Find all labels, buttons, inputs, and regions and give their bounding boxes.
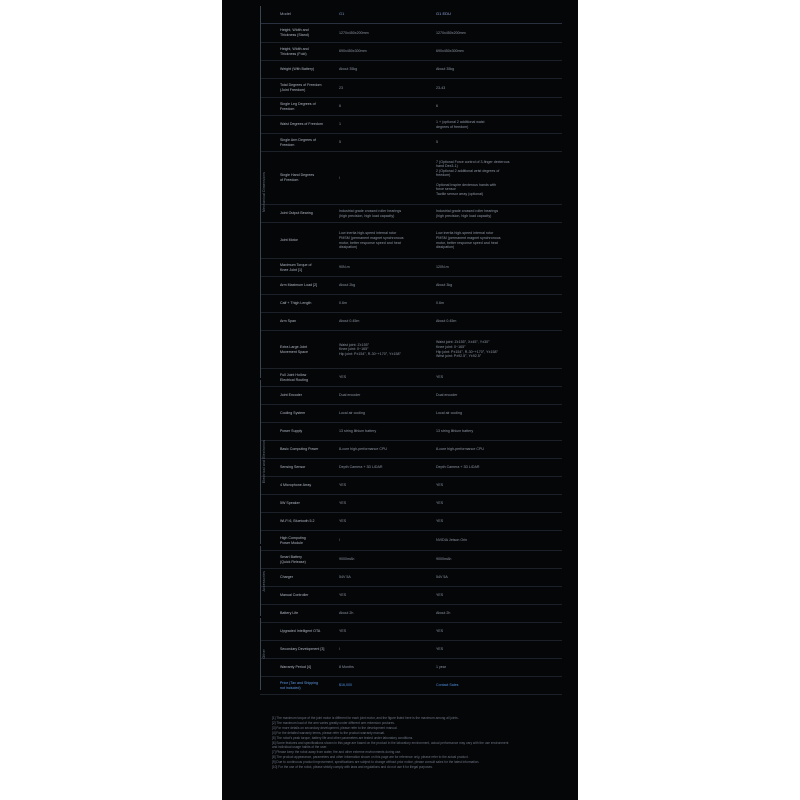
row-value-g1: 5	[339, 140, 341, 145]
row-value-g1: $16,000	[339, 683, 352, 688]
row-value-g1: /	[339, 538, 340, 543]
row-label: Joint Output Bearing	[280, 211, 313, 216]
row-label: High Computing Power Module	[280, 535, 306, 545]
row-label: Weight (With Battery)	[280, 67, 315, 72]
row-value-g1-edu: Depth Camera + 3D LiDAR	[436, 465, 480, 470]
row-value-g1-edu: Low inertia high-speed internal rotor PMSM (permanent magnet synchronous motor, better response speed and heat dissipation)	[436, 231, 501, 250]
row-value-g1-edu: 690x450x300mm	[436, 49, 464, 54]
row-value-g1-edu: YES	[436, 629, 444, 634]
row-label: Full Joint Hollow Electrical Routing	[280, 372, 308, 382]
spec-panel	[222, 0, 578, 800]
row-label: Charger	[280, 575, 293, 580]
row-value-g1-edu: Local air cooling	[436, 411, 462, 416]
row-value-g1-edu: 54V 5A	[436, 575, 448, 580]
category-label-accessories: Accessories	[262, 570, 266, 592]
row-label: Height, Width and Thickness (Fold)	[280, 46, 309, 56]
table-row	[260, 623, 562, 641]
row-value-g1: Depth Camera + 3D LiDAR	[339, 465, 383, 470]
table-row	[260, 313, 562, 331]
table-row	[260, 641, 562, 659]
row-label: Wi-Fi 6, Bluetooth 5.2	[280, 519, 315, 524]
row-value-g1-edu: 8-core high-performance CPU	[436, 447, 484, 452]
row-value-g1-edu: About 3kg	[436, 283, 453, 288]
row-label: Maximum Torque of Knee Joint [1]	[280, 262, 312, 272]
row-value-g1-edu: 1270x450x200mm	[436, 30, 466, 35]
row-value-g1-edu: About 0.45m	[436, 319, 457, 324]
row-value-g1: YES	[339, 593, 347, 598]
row-value-g1: /	[339, 175, 340, 180]
table-row	[260, 24, 562, 43]
row-value-g1: About 35kg	[339, 67, 358, 72]
table-row	[260, 441, 562, 459]
row-label: Waist Degrees of Freedom	[280, 122, 323, 127]
footnote: [6] Some features and specifications shown in this page are based on the product in the laboratory environment, actual performance may vary with the use environment	[272, 740, 509, 745]
table-header-row	[260, 6, 562, 24]
category-label-electrical: Electrical and Electronics	[262, 440, 266, 484]
row-value-g1: 9000mAh	[339, 557, 355, 562]
table-row	[260, 98, 562, 116]
row-value-g1: YES	[339, 519, 347, 524]
row-value-g1: Industrial grade crossed roller bearings (high precision, high load capacity)	[339, 208, 402, 218]
footnote: [9] Due to continuous product improvement, specifications are subject to change without prior notice, please consult sales for the latest information.	[272, 760, 480, 765]
row-value-g1: About 2h	[339, 611, 354, 616]
table-row	[260, 477, 562, 495]
table-row	[260, 295, 562, 313]
header-g1: G1	[339, 11, 345, 17]
row-value-g1-edu: 0.6m	[436, 301, 444, 306]
table-row	[260, 677, 562, 695]
table-row	[260, 659, 562, 677]
row-value-g1-edu: YES	[436, 501, 444, 506]
row-label: Joint Motor	[280, 238, 298, 243]
row-value-g1-edu: Dual encoder	[436, 393, 458, 398]
row-value-g1-edu: 1 + (optional 2 additional waist degrees of freedom)	[436, 119, 485, 129]
footnote: [2] The maximum load of the arm varies greatly under different arm extension postures.	[272, 720, 395, 725]
table-row	[260, 223, 562, 259]
row-label: Calf + Thigh Length	[280, 301, 312, 306]
row-label: Warranty Period [4]	[280, 665, 311, 670]
table-row	[260, 259, 562, 277]
row-label: Basic Computing Power	[280, 447, 319, 452]
row-label: Manual Controller	[280, 593, 309, 598]
row-value-g1: 6	[339, 104, 341, 109]
table-row	[260, 43, 562, 61]
row-label: 5W Speaker	[280, 501, 300, 506]
row-value-g1: 13 string lithium battery	[339, 429, 377, 434]
category-label-other: Other	[262, 649, 266, 659]
footnotes	[272, 716, 562, 770]
row-label: Cooling System	[280, 411, 306, 416]
row-value-g1: 690x450x300mm	[339, 49, 367, 54]
table-body	[260, 24, 562, 695]
row-label: Total Degrees of Freedom (Joint Freedom)	[280, 83, 322, 92]
table-row	[260, 277, 562, 295]
row-value-g1: YES	[339, 629, 347, 634]
row-value-g1: About 2kg	[339, 283, 356, 288]
row-value-g1-edu: Contact Sales	[436, 683, 459, 688]
row-label: Secondary Development [3]	[280, 647, 325, 652]
row-value-g1: About 0.45m	[339, 319, 360, 324]
row-value-g1-edu: About 35kg	[436, 67, 455, 72]
row-label: Battery Life	[280, 611, 299, 616]
row-value-g1: 8-core high-performance CPU	[339, 447, 387, 452]
row-value-g1-edu: YES	[436, 483, 444, 488]
table-row	[260, 116, 562, 134]
table-row	[260, 331, 562, 369]
row-value-g1-edu: 6	[436, 104, 438, 109]
row-label: 4 Microphone Array	[280, 483, 312, 488]
row-value-g1-edu: 13 string lithium battery	[436, 429, 474, 434]
row-label: Single Leg Degrees of Freedom	[280, 101, 316, 111]
row-value-g1-edu: YES	[436, 647, 444, 652]
table-row	[260, 551, 562, 569]
row-value-g1: Waist joint: Z±155° Knee joint: 0~165° Hip joint: P±154°, R-30~+170°, Y±158°	[339, 342, 401, 356]
table-row	[260, 134, 562, 152]
row-value-g1: 54V 5A	[339, 575, 351, 580]
row-value-g1-edu: Industrial grade crossed roller bearings (high precision, high load capacity)	[436, 208, 499, 218]
table-row	[260, 531, 562, 551]
row-value-g1-edu: 7 (Optional Force control of 3-finger dexterous hand Dex3-1) 2 (Optional 2 additional wrist degrees of freedom) Optional Inspire dexterous hands with force sensor Tactile sensor array (optional)	[436, 159, 510, 196]
footnote: [4] For the detailed warranty terms, please refer to the product warranty manual.	[272, 730, 385, 735]
footnote: [1] The maximum torque of the joint motor is different for each joint motor, and the figure listed here is the maximum among all joints.	[272, 716, 459, 720]
row-value-g1: YES	[339, 501, 347, 506]
row-value-g1-edu: YES	[436, 593, 444, 598]
category-label-mechanical: Mechanical Dimensions	[262, 171, 266, 212]
row-label: Single Hand Degrees of Freedom	[280, 173, 315, 182]
row-value-g1: 8 Months	[339, 665, 354, 670]
table-row	[260, 405, 562, 423]
table-row	[260, 61, 562, 79]
row-value-g1: Dual encoder	[339, 393, 361, 398]
row-value-g1: 1270x450x200mm	[339, 30, 369, 35]
table-row	[260, 387, 562, 405]
row-label: Height, Width and Thickness (Stand)	[280, 28, 309, 37]
footnote: [3] For more details on secondary development, please refer to the development manual.	[272, 725, 398, 730]
row-value-g1-edu: 1 year	[436, 665, 446, 670]
row-value-g1: YES	[339, 483, 347, 488]
row-value-g1: Local air cooling	[339, 411, 365, 416]
table-row	[260, 152, 562, 205]
footnote: [5] The robot's peak torque, battery life and other parameters are tested under laboratory conditions.	[272, 735, 414, 740]
table-row	[260, 459, 562, 477]
row-label: Single Arm Degrees of Freedom	[280, 137, 316, 147]
row-label: Arm Span	[280, 319, 296, 324]
table-row	[260, 569, 562, 587]
table-row	[260, 423, 562, 441]
table-row	[260, 587, 562, 605]
footnote: [10] For the use of the robot, please strictly comply with laws and regulations and do not use it for illegal purposes.	[272, 765, 433, 770]
row-value-g1-edu: Waist joint: Z±155°, X±45°, Y±30° Knee joint: 0~165° Hip joint: P±154°, R-30~+170°, Y±158° Wrist joint: P±92.5°, Y±92.5°	[436, 340, 498, 359]
row-label: Upgraded Intelligent OTA	[280, 629, 321, 634]
row-value-g1-edu: 9000mAh	[436, 557, 452, 562]
row-value-g1: /	[339, 647, 340, 652]
row-value-g1: 23	[339, 85, 343, 90]
row-value-g1-edu: 23-43	[436, 85, 446, 90]
row-value-g1: YES	[339, 375, 347, 380]
row-value-g1: 90N.m	[339, 265, 350, 270]
footnote: and individual usage habits of the user.	[272, 745, 328, 750]
header-g1-edu: G1 EDU	[436, 11, 451, 17]
row-label: Sensing Sensor	[280, 465, 306, 470]
table-row	[260, 205, 562, 223]
row-label: Price (Tax and Shipping not included)	[280, 680, 318, 690]
row-label: Power Supply	[280, 429, 303, 434]
row-value-g1-edu: 120N.m	[436, 265, 449, 270]
table-row	[260, 79, 562, 98]
row-value-g1: 0.6m	[339, 301, 347, 306]
spec-table	[260, 6, 562, 695]
row-value-g1: Low inertia high-speed internal rotor PMSM (permanent magnet synchronous motor, better response speed and heat dissipation)	[339, 231, 404, 250]
table-row	[260, 495, 562, 513]
row-value-g1-edu: 5	[436, 140, 438, 145]
table-row	[260, 513, 562, 531]
row-value-g1-edu: About 2h	[436, 611, 451, 616]
header-model: Model	[280, 11, 291, 17]
row-value-g1-edu: NVIDIA Jetson Orin	[436, 538, 468, 543]
row-label: Joint Encoder	[280, 393, 302, 398]
footnote: [8] The product appearance, parameters and other information shown on this page are for reference only, please refer to the actual product.	[272, 755, 469, 760]
row-value-g1-edu: YES	[436, 519, 444, 524]
table-row	[260, 369, 562, 387]
footnote: [7] Please keep the robot away from water, fire and other extreme environments during use.	[272, 750, 402, 755]
table-row	[260, 605, 562, 623]
row-value-g1-edu: YES	[436, 375, 444, 380]
row-label: Extra Large Joint Movement Space	[280, 344, 308, 354]
row-label: Arm Maximum Load [2]	[280, 283, 318, 288]
row-label: Smart Battery (Quick Release)	[280, 554, 306, 564]
row-value-g1: 1	[339, 122, 341, 127]
